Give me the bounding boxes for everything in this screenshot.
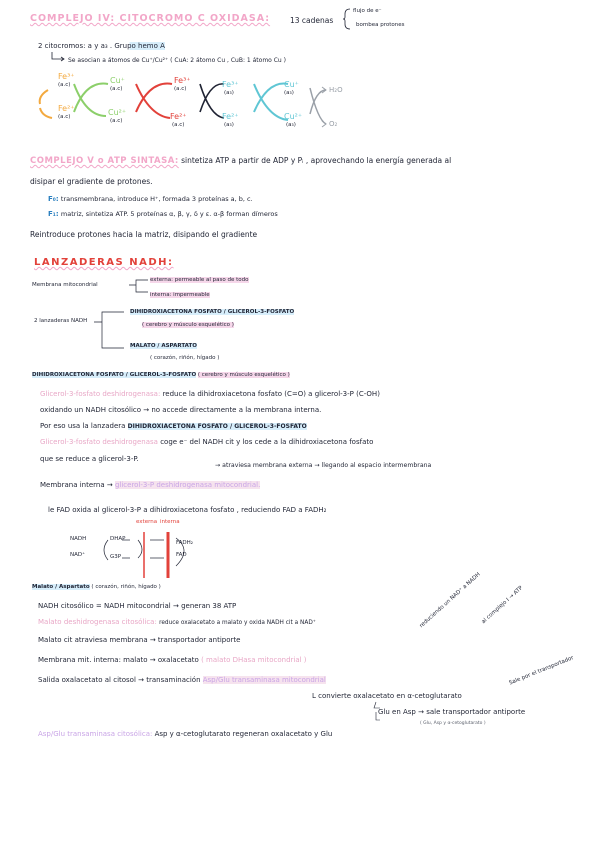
cu2-a: Cu²⁺ — [108, 108, 127, 117]
malato-title: Malato / Aspartato ( corazón, riñón, hígado ) — [32, 584, 161, 590]
dhap-l6: Membrana interna → glicerol-3-P deshidrogenasa mitocondrial. — [40, 481, 261, 489]
orange-arrow-bottom — [40, 108, 52, 118]
side-note-3: Sale por el transportador — [508, 655, 575, 687]
fe3-b: Fe³⁺ — [174, 76, 191, 85]
dhap-diagram-externa: externa — [136, 519, 158, 525]
fe3-b-sub: (a.c) — [174, 86, 187, 92]
complejo-v-line5: Reintroduce protones hacia la matriz, disipando el gradiente — [30, 230, 258, 239]
malato-l7: Glu en Asp → sale transportador antiporte — [378, 708, 526, 716]
red-arc-1 — [136, 84, 172, 112]
dhap-title: DIHIDROXIACETONA FOSFATO / GLICEROL-3-FOSFATO ( cerebro y músculo esquelético ) — [32, 372, 290, 378]
fe3-a: Fe³⁺ — [58, 72, 75, 81]
dhap-diagram-dhap: DHAP — [110, 536, 126, 542]
side-note-2: al complejo I → ATP — [480, 585, 525, 626]
fe2-a: Fe²⁺ — [58, 104, 75, 113]
complejo-v-title: COMPLEJO V o ATP SINTASA: — [30, 156, 179, 166]
complejo-v-title-after: sintetiza ATP a partir de ADP y Pᵢ , aprovechando la energía generada al — [181, 156, 452, 165]
cu1-a: Cu⁺ — [110, 76, 125, 85]
dhap-diagram-interna: interna — [160, 519, 180, 525]
dhap-l2: oxidando un NADH citosólico → no accede directamente a la membrana interna. — [40, 406, 322, 414]
externa-line: externa: permeable al paso de todo — [150, 277, 249, 283]
cu1-b: Cu⁺ — [284, 80, 299, 89]
interna-line: interna: impermeable — [150, 292, 210, 298]
fe2-b: Fe²⁺ — [170, 112, 187, 121]
dhap-l1: Glicerol-3-fosfato deshidrogenasa: reduce la dihidroxiacetona fosfato (C=O) a glicerol-3-P (C-OH) — [40, 390, 380, 398]
malato-l5: Salida oxalacetato al citosol → transaminación Asp/Glu transaminasa mitocondrial — [38, 676, 326, 684]
branch-icon — [128, 278, 150, 298]
dhap-l5b: → atraviesa membrana externa → llegando al espacio intermembrana — [215, 462, 432, 469]
cu1-a-sub: (a.c) — [110, 86, 123, 92]
dhap-diagram-fadh2: FADH₂ — [176, 540, 193, 546]
teal-arc-1 — [254, 84, 288, 112]
dhap-diagram-fad: FAD — [176, 552, 187, 558]
branch-icon-2 — [92, 308, 126, 356]
dhap-l5: que se reduce a glicerol-3-P. — [40, 455, 139, 463]
malato-hook-lines — [306, 690, 386, 730]
cu2-a-sub: (a.c) — [110, 118, 123, 124]
fe2-c-sub: (a₃) — [224, 122, 234, 128]
malato-l3: Malato cit atraviesa membrana → transportador antiporte — [38, 636, 241, 644]
dhap-diagram-nad: NAD⁺ — [70, 552, 86, 558]
complejo-iv-title-after: 13 cadenas — [290, 16, 334, 25]
opcion-dhap-sub: ( cerebro y músculo esquelético ) — [142, 322, 234, 328]
fe2-b-sub: (a.c) — [172, 122, 185, 128]
cu2-b-sub: (a₃) — [286, 122, 296, 128]
fe3-a-sub: (a.c) — [58, 82, 71, 88]
opcion-dhap: DIHIDROXIACETONA FOSFATO / GLICEROL-3-FOSFATO — [130, 309, 295, 315]
dhap-shuttle-diagram — [100, 522, 220, 580]
complejo-v-f0: F₀: transmembrana, introduce H⁺, formada 3 proteínas a, b, c. — [48, 195, 253, 203]
cycle-arc — [104, 540, 108, 560]
grey-arc-1 — [310, 90, 326, 114]
dhap-diagram-g3p: G3P — [110, 554, 122, 560]
fe2-a-sub: (a.c) — [58, 114, 71, 120]
dhap-l3: Por eso usa la lanzadera DIHIDROXIACETONA FOSFATO / GLICEROL-3-FOSFATO — [40, 422, 307, 430]
green-arc-1 — [74, 84, 108, 112]
cu1-b-sub: (a₃) — [284, 90, 294, 96]
hook-arrow-icon — [50, 51, 66, 65]
complejo-v-f1: F₁: matriz, sintetiza ATP. 5 proteínas α, β, γ, δ y ε. α-β forman dímeros — [48, 210, 278, 218]
brace-line-1: flujo de e⁻ — [353, 8, 382, 14]
malato-l7-small: ( Glu, Asp y α-cetoglutarato ) — [420, 721, 486, 726]
black-arc-1 — [200, 84, 224, 112]
complejo-v-line1 — [30, 156, 451, 166]
dhap-diagram-nadh: NADH — [70, 536, 87, 542]
dhap-l4: Glicerol-3-fosfato deshidrogenasa coge e⁻ del NADH cit y los cede a la dihidroxiacetona fosfato — [40, 438, 374, 446]
complejo-iv-line2: 2 citocromos: a y a₃ . Grupo hemo A — [38, 42, 165, 50]
malato-l2: Malato deshidrogenasa citosólica: reduce oxalacetato a malato y oxida NADH cit a NAD⁺ — [38, 618, 316, 626]
brace-line-2: bombea protones — [356, 22, 405, 28]
brace-icon — [342, 8, 352, 30]
complejo-iv-line3: Se asocian a átomos de Cu⁺/Cu²⁺ ( CuA: 2 átomo Cu , CuB: 1 átomo Cu ) — [68, 57, 286, 64]
dhap-g3p-arc — [138, 540, 142, 558]
complejo-iv-title: COMPLEJO IV: CITOCROMO C OXIDASA: — [30, 13, 271, 24]
fe2-c: Fe²⁺ — [222, 112, 239, 121]
opcion-malato-sub: ( corazón, riñón, hígado ) — [150, 355, 220, 361]
dhap-l7: le FAD oxida al glicerol-3-P a dihidroxiacetona fosfato , reduciendo FAD a FADH₂ — [48, 506, 327, 514]
malato-l8: Asp/Glu transaminasa citosólica: Asp y α-cetoglutarato regeneran oxalacetato y Glu — [38, 730, 333, 738]
malato-l6: L convierte oxalacetato en α-cetoglutarato — [312, 692, 462, 700]
fe3-c: Fe³⁺ — [222, 80, 239, 89]
malato-l1: NADH citosólico = NADH mitocondrial → generan 38 ATP — [38, 602, 237, 610]
membrana-label: Membrana mitocondrial — [32, 282, 98, 288]
orange-arrow-top — [40, 90, 48, 104]
malato-l4: Membrana mit. interna: malato → oxalacetato ( malato DHasa mitocondrial ) — [38, 656, 307, 664]
h2o-label: H₂O — [329, 86, 343, 94]
cu2-b: Cu²⁺ — [284, 112, 303, 121]
opcion-malato: MALATO / ASPARTATO — [130, 343, 197, 349]
side-note-1: reduciendo un NAD⁺ a NADH — [418, 571, 482, 630]
dos-lanzaderas: 2 lanzaderas NADH — [34, 318, 88, 324]
fe3-c-sub: (a₃) — [224, 90, 234, 96]
complejo-v-line2: disipar el gradiente de protones. — [30, 177, 153, 186]
lanzaderas-title: LANZADERAS NADH: — [34, 257, 174, 268]
o2-label: O₂ — [329, 120, 338, 128]
